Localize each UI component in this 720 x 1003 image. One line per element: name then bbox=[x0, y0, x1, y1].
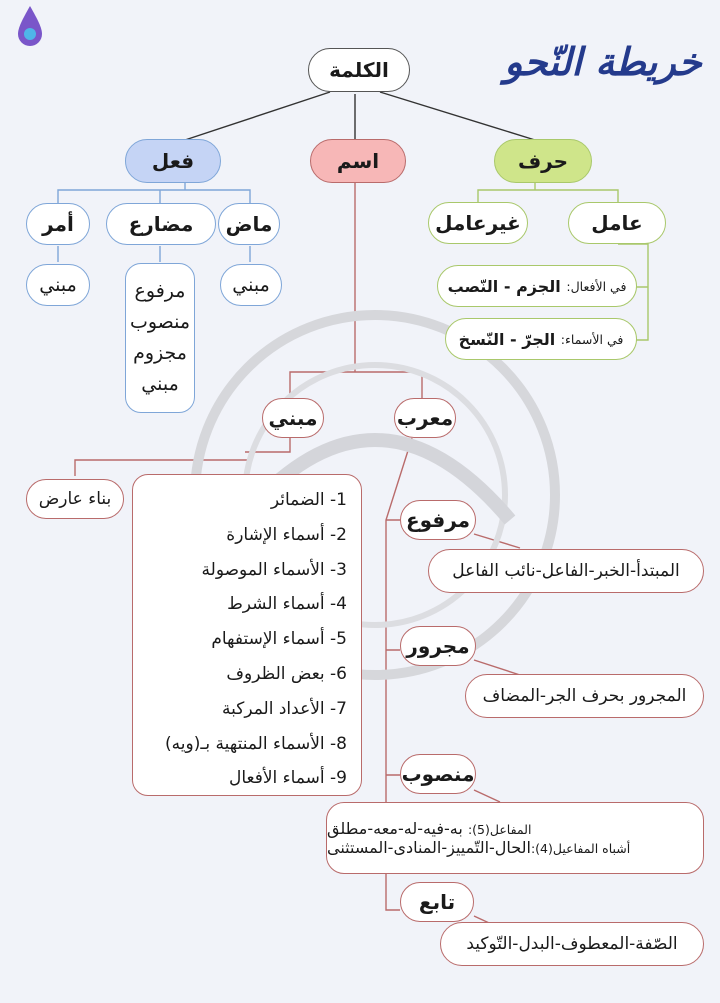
mudari-node: مضارع bbox=[106, 203, 216, 245]
mabni-node: مبني bbox=[262, 398, 324, 438]
amil-node: عامل bbox=[568, 202, 666, 244]
mansub-line-2-text: الحال-التّمييز-المنادى-المستثنى bbox=[327, 838, 531, 857]
ghayr-amil-node: غيرعامل bbox=[428, 202, 528, 244]
amil-asma bbox=[445, 318, 637, 360]
mudari-case-item: منصوب bbox=[129, 311, 191, 333]
amil-asma-prefix: في الأسماء: bbox=[560, 331, 624, 347]
mudari-case-item: مرفوع bbox=[134, 280, 186, 302]
murab-node: معرب bbox=[394, 398, 456, 438]
drop-logo-icon bbox=[12, 2, 48, 50]
amil-afal bbox=[437, 265, 637, 307]
bina-arid-node: بناء عارض bbox=[26, 479, 124, 519]
marfu-node: مرفوع bbox=[400, 500, 476, 540]
amil-asma-text: الجرّ - النّسخ bbox=[458, 329, 556, 349]
mabni-list-item: 7- الأعداد المركبة bbox=[222, 698, 347, 719]
mabni-list-item: 2- أسماء الإشارة bbox=[226, 524, 347, 545]
mabni-list-item: 3- الأسماء الموصولة bbox=[201, 559, 347, 580]
mabni-list-item: 4- أسماء الشرط bbox=[227, 594, 347, 615]
mudari-case-item: مبني bbox=[141, 373, 179, 395]
harf-node: حرف bbox=[494, 139, 592, 183]
mansub-line-1-text: به-فيه-له-معه-مطلق bbox=[327, 819, 463, 838]
amil-afal-prefix: في الأفعال: bbox=[566, 278, 627, 294]
mansub-node: منصوب bbox=[400, 754, 476, 794]
fil-node: فعل bbox=[125, 139, 221, 183]
majrur-node: مجرور bbox=[400, 626, 476, 666]
madi-node: ماض bbox=[218, 203, 280, 245]
mabni-list-item: 5- أسماء الإستفهام bbox=[211, 629, 347, 650]
tabi-items: الصّفة-المعطوف-البدل-التّوكيد bbox=[440, 922, 704, 966]
marfu-items: المبتدأ-الخبر-الفاعل-نائب الفاعل bbox=[428, 549, 704, 593]
mabni-list-item: 9- أسماء الأفعال bbox=[228, 768, 347, 789]
page-title: خريطة النّحو bbox=[504, 39, 702, 84]
amr-case: مبني bbox=[26, 264, 90, 306]
mansub-items bbox=[326, 802, 704, 874]
mabni-list-item: 1- الضمائر bbox=[270, 490, 347, 510]
mabni-list bbox=[132, 474, 362, 796]
mabni-list-item: 8- الأسماء المنتهية بـ(ويه) bbox=[165, 733, 347, 754]
tabi-node: تابع bbox=[400, 882, 474, 922]
amr-node: أمر bbox=[26, 203, 90, 245]
mabni-list-item: 6- بعض الظروف bbox=[226, 663, 347, 684]
majrur-items: المجرور بحرف الجر-المضاف bbox=[465, 674, 704, 718]
mansub-line-1-prefix: المفاعل(5): bbox=[467, 822, 532, 837]
mansub-line-2 bbox=[327, 838, 630, 857]
root-node: الكلمة bbox=[308, 48, 410, 92]
mudari-cases bbox=[125, 263, 195, 413]
ism-node: اسم bbox=[310, 139, 406, 183]
mansub-line-1 bbox=[327, 819, 531, 838]
madi-case: مبني bbox=[220, 264, 282, 306]
mansub-line-2-prefix: أشباه المفاعيل(4): bbox=[530, 841, 631, 856]
mudari-case-item: مجزوم bbox=[133, 342, 187, 364]
amil-afal-text: الجزم - النّصب bbox=[447, 276, 561, 296]
